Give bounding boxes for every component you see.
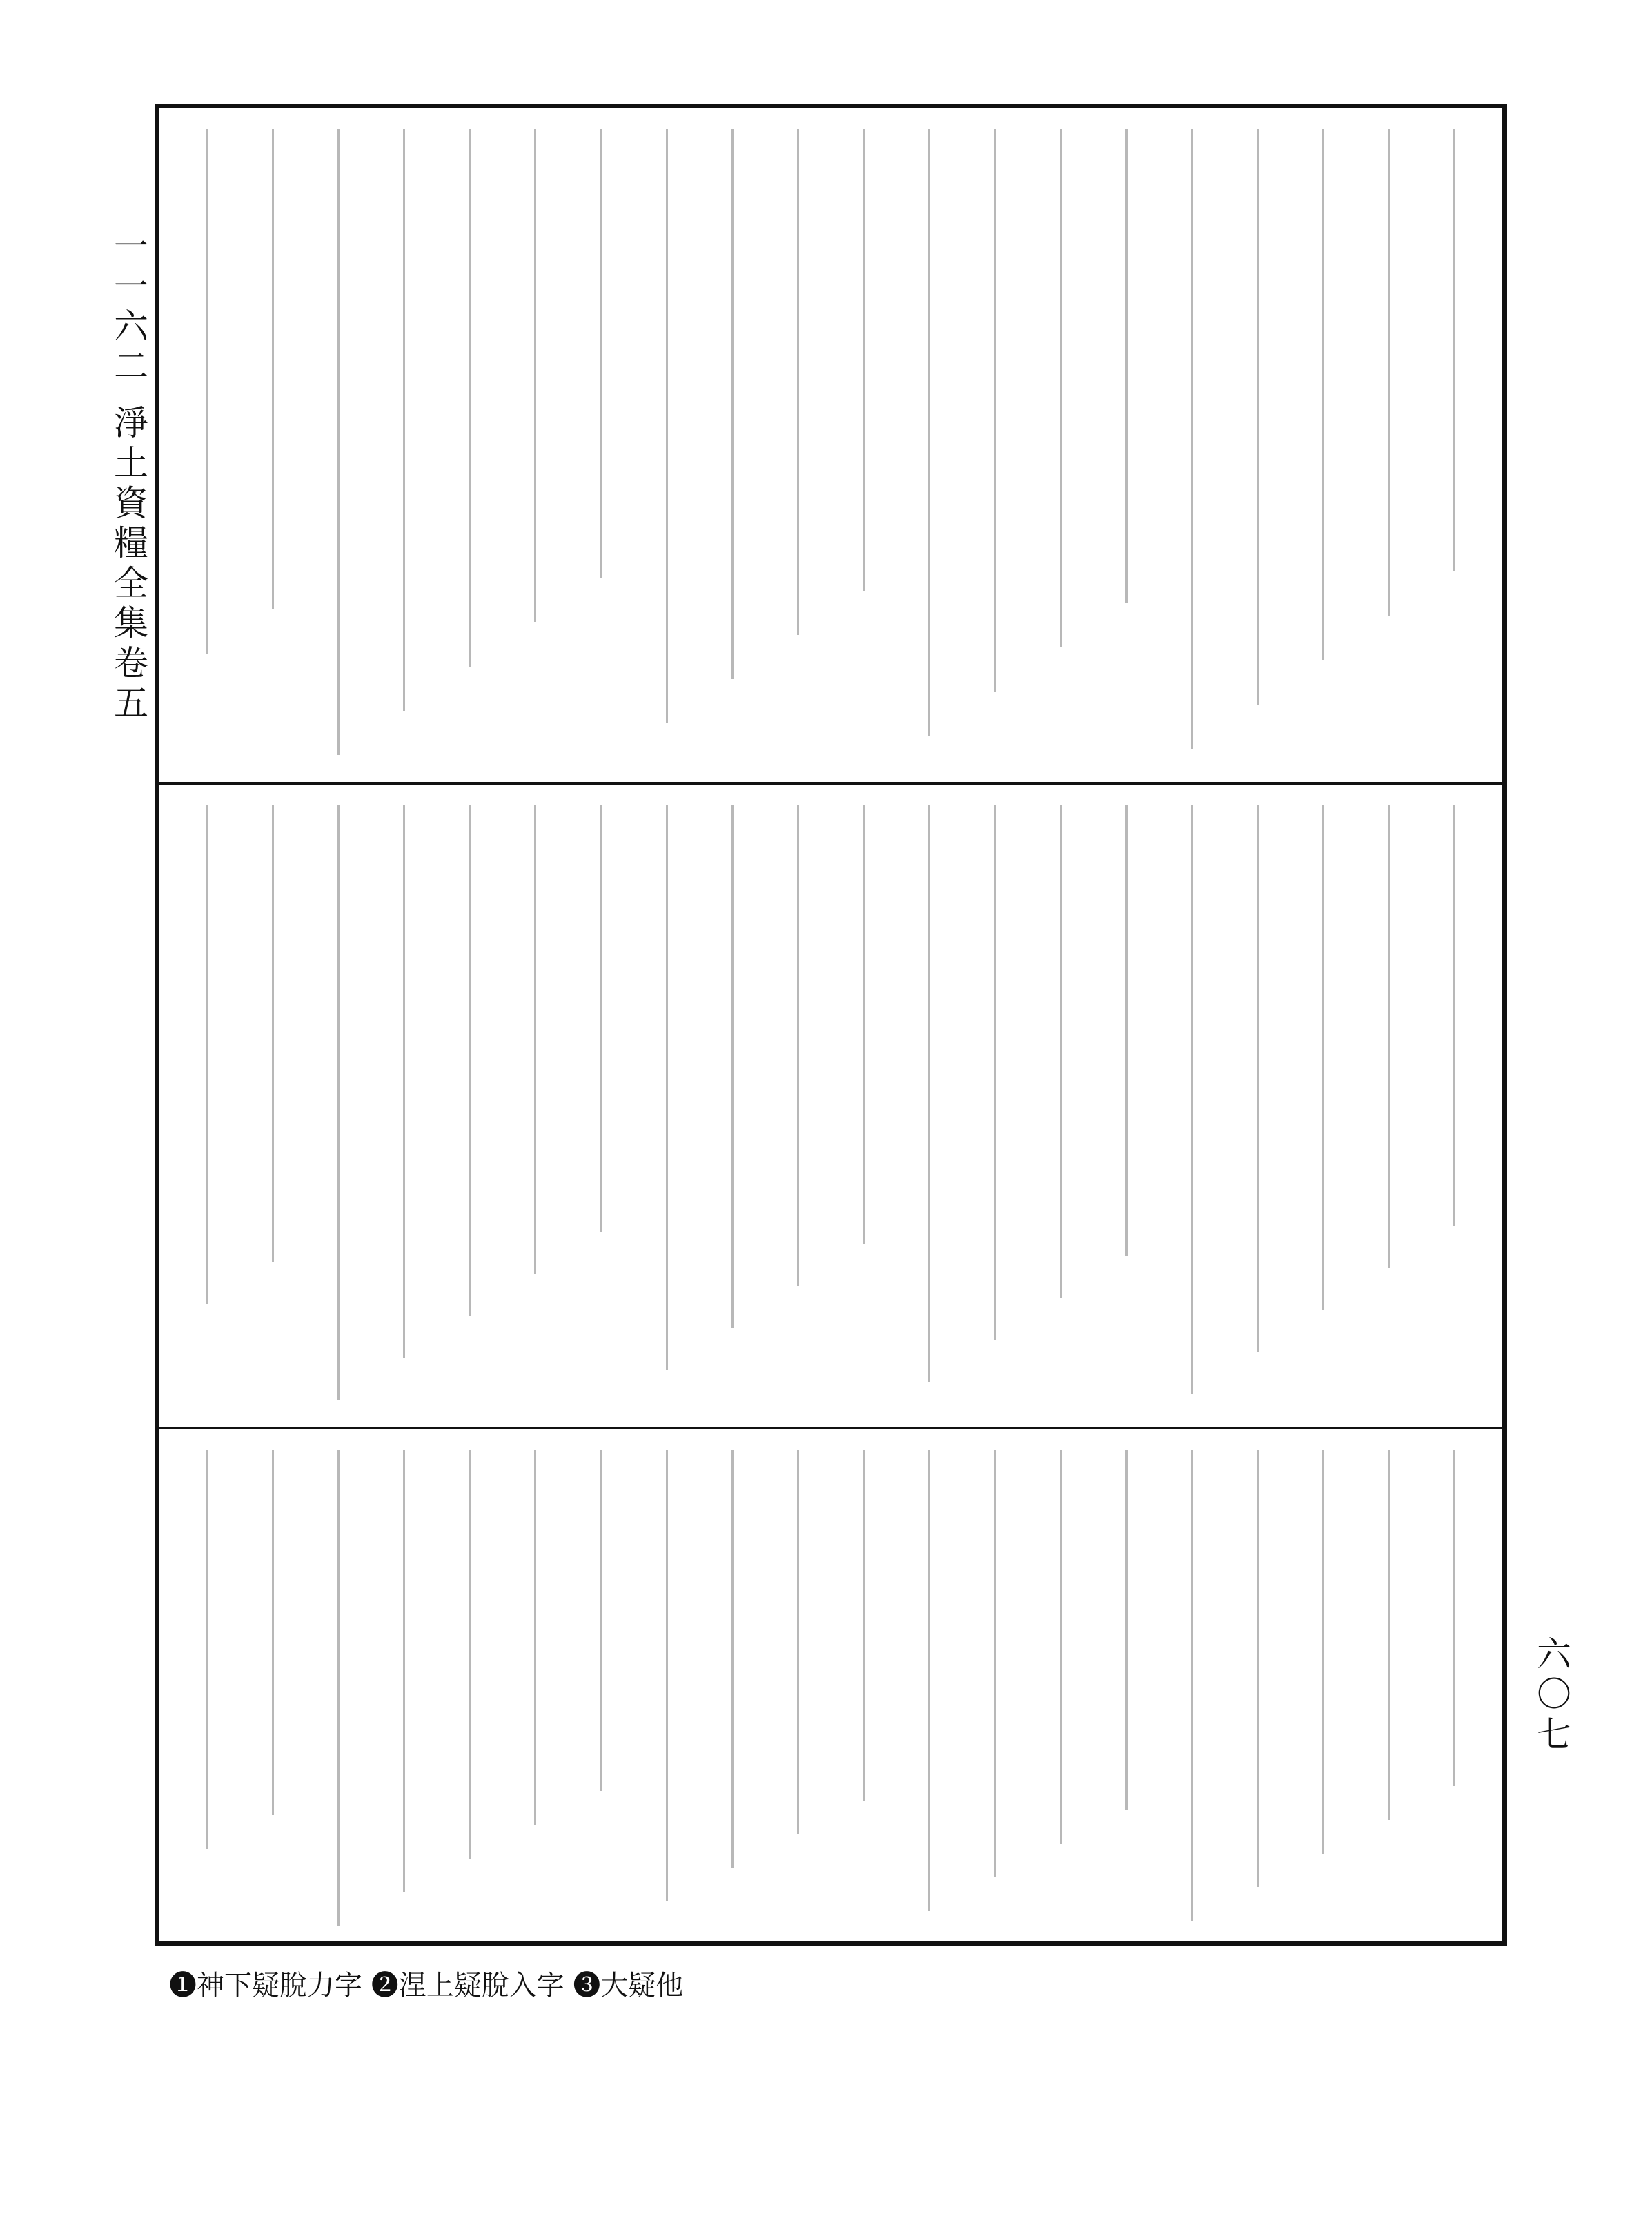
text-column [1041, 805, 1081, 1406]
text-column [1172, 805, 1212, 1406]
text-column [318, 1450, 358, 1930]
text-column [1435, 129, 1475, 761]
text-column-placeholder [1257, 1450, 1259, 1887]
lower-panel [159, 1429, 1502, 1951]
text-column-placeholder [469, 805, 471, 1316]
text-column-placeholder [403, 1450, 405, 1892]
text-column [1435, 1450, 1475, 1930]
text-column-placeholder [797, 129, 799, 635]
text-column [1172, 1450, 1212, 1930]
text-column-placeholder [1257, 129, 1259, 705]
text-column-placeholder [337, 129, 340, 755]
text-column [778, 129, 818, 761]
text-column-placeholder [797, 1450, 799, 1834]
text-column [1106, 129, 1146, 761]
text-column-placeholder [600, 805, 602, 1232]
text-column [1238, 805, 1278, 1406]
text-column-placeholder [206, 129, 208, 654]
text-column [253, 129, 293, 761]
text-column-placeholder [928, 1450, 930, 1911]
text-column [778, 805, 818, 1406]
left-margin-caption: 一一六二 淨土資糧全集卷五 [108, 228, 148, 725]
text-column [1304, 805, 1344, 1406]
text-column [778, 1450, 818, 1930]
text-column-placeholder [1125, 129, 1128, 603]
text-column [1041, 1450, 1081, 1930]
text-column-placeholder [863, 129, 865, 591]
text-column-placeholder [469, 1450, 471, 1859]
text-column [712, 805, 752, 1406]
upper-text-columns [187, 129, 1475, 761]
text-column-placeholder [731, 1450, 734, 1868]
page-frame [155, 104, 1507, 1946]
text-column [1304, 129, 1344, 761]
text-column-placeholder [206, 805, 208, 1304]
text-column-placeholder [403, 129, 405, 711]
text-column-placeholder [1388, 129, 1390, 616]
text-column [975, 805, 1015, 1406]
text-column-placeholder [1191, 1450, 1193, 1921]
text-column-placeholder [1322, 805, 1324, 1310]
text-column-placeholder [863, 1450, 865, 1801]
text-column [712, 1450, 752, 1930]
text-column [1238, 129, 1278, 761]
text-column [253, 805, 293, 1406]
text-column-placeholder [534, 805, 536, 1274]
text-column-placeholder [1060, 129, 1062, 647]
text-column [581, 805, 621, 1406]
text-column [318, 805, 358, 1406]
text-column-placeholder [928, 129, 930, 736]
text-column-placeholder [666, 805, 668, 1370]
text-column [581, 1450, 621, 1930]
text-column-placeholder [928, 805, 930, 1382]
text-column-placeholder [731, 129, 734, 679]
text-column [384, 805, 424, 1406]
text-column-placeholder [1191, 129, 1193, 749]
text-column [975, 129, 1015, 761]
text-column-placeholder [1125, 805, 1128, 1256]
text-column [384, 129, 424, 761]
text-column-placeholder [469, 129, 471, 667]
text-column-placeholder [1060, 805, 1062, 1298]
text-column-placeholder [1388, 1450, 1390, 1820]
text-column [1238, 1450, 1278, 1930]
text-column [844, 805, 884, 1406]
text-column [909, 129, 950, 761]
text-column-placeholder [534, 1450, 536, 1825]
text-column [1369, 129, 1409, 761]
text-column [1106, 805, 1146, 1406]
text-column-placeholder [1125, 1450, 1128, 1810]
text-column-placeholder [600, 129, 602, 578]
text-column-placeholder [1453, 129, 1455, 571]
text-column-placeholder [272, 1450, 274, 1815]
text-column [844, 1450, 884, 1930]
text-column-placeholder [863, 805, 865, 1244]
text-column [712, 129, 752, 761]
text-column [318, 129, 358, 761]
text-column [844, 129, 884, 761]
text-column-placeholder [1191, 805, 1193, 1394]
text-column-placeholder [1453, 1450, 1455, 1786]
text-column [909, 1450, 950, 1930]
text-column [187, 1450, 227, 1930]
footnote-line: ❶神下疑脫力字 ❷涅上疑脫入字 ❸大疑他 [169, 1970, 684, 2001]
text-column [384, 1450, 424, 1930]
text-column-placeholder [1060, 1450, 1062, 1844]
text-column [187, 129, 227, 761]
text-column [450, 805, 490, 1406]
middle-panel [159, 785, 1502, 1429]
upper-panel [159, 108, 1502, 785]
text-column-placeholder [1388, 805, 1390, 1268]
text-column-placeholder [1453, 805, 1455, 1226]
text-column-placeholder [797, 805, 799, 1286]
text-column [1435, 805, 1475, 1406]
text-column [1369, 805, 1409, 1406]
text-column [1369, 1450, 1409, 1930]
text-column [450, 129, 490, 761]
middle-text-columns [187, 805, 1475, 1406]
text-column [1172, 129, 1212, 761]
text-column-placeholder [994, 805, 996, 1340]
text-column-placeholder [1322, 1450, 1324, 1854]
text-column-placeholder [600, 1450, 602, 1791]
text-column-placeholder [272, 805, 274, 1262]
text-column [450, 1450, 490, 1930]
text-column [1041, 129, 1081, 761]
text-column [515, 805, 555, 1406]
page-number: 六〇七 [1531, 1636, 1571, 1756]
text-column-placeholder [994, 1450, 996, 1877]
text-column [647, 1450, 687, 1930]
text-column [187, 805, 227, 1406]
text-column [647, 129, 687, 761]
text-column [647, 805, 687, 1406]
text-column-placeholder [272, 129, 274, 609]
text-column [909, 805, 950, 1406]
text-column-placeholder [403, 805, 405, 1358]
text-column-placeholder [666, 129, 668, 723]
text-column [975, 1450, 1015, 1930]
text-column [1106, 1450, 1146, 1930]
text-column-placeholder [206, 1450, 208, 1849]
lower-text-columns [187, 1450, 1475, 1930]
text-column-placeholder [1257, 805, 1259, 1352]
text-column [515, 129, 555, 761]
text-column-placeholder [534, 129, 536, 622]
text-column-placeholder [666, 1450, 668, 1901]
text-column-placeholder [994, 129, 996, 692]
text-column [515, 1450, 555, 1930]
text-column [1304, 1450, 1344, 1930]
text-column-placeholder [731, 805, 734, 1328]
text-column-placeholder [337, 1450, 340, 1926]
text-column [581, 129, 621, 761]
text-column-placeholder [337, 805, 340, 1400]
text-column [253, 1450, 293, 1930]
text-column-placeholder [1322, 129, 1324, 660]
